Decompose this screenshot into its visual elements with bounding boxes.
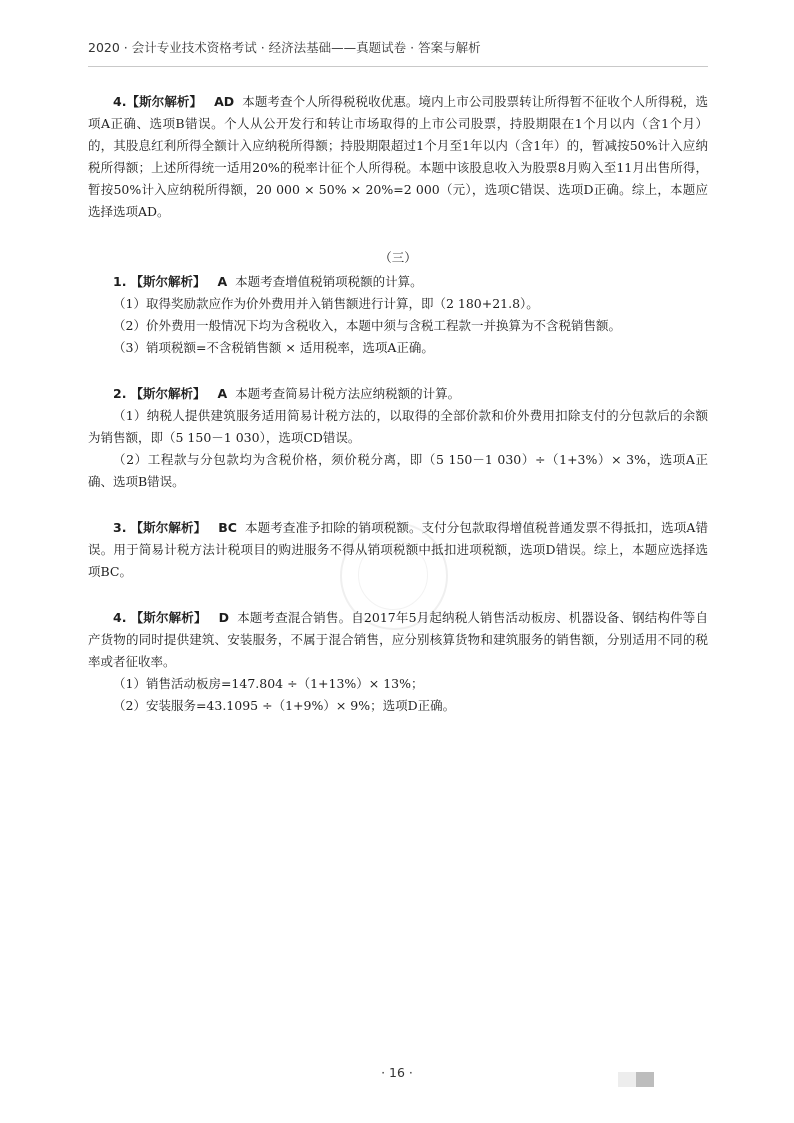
analysis-point: （1）销售活动板房=147.804 ÷（1+13%）× 13%； xyxy=(113,676,424,691)
document-body xyxy=(88,91,708,741)
question-paragraph xyxy=(88,91,708,223)
answer-key: BC xyxy=(218,520,237,535)
question-number: 4. xyxy=(113,94,127,109)
analysis-tag: 【斯尔解析】 xyxy=(130,274,206,289)
question-block-3-2 xyxy=(88,383,708,493)
corner-mark-dark xyxy=(636,1072,654,1087)
analysis-point: （1）取得奖励款应作为价外费用并入销售额进行计算，即（2 180+21.8）。 xyxy=(113,296,539,311)
analysis-point: （2）价外费用一般情况下均为含税收入，本题中须与含税工程款一并换算为不含税销售额。 xyxy=(113,318,621,333)
answer-key: D xyxy=(218,610,230,625)
analysis-point: （2）工程款与分包款均为含税价格，须价税分离，即（5 150－1 030）÷（1+3%）× 3%，选项A正确、选项B错误。 xyxy=(88,452,708,489)
analysis-text: 本题考查简易计税方法应纳税额的计算。 xyxy=(235,386,461,401)
page-number: · 16 · xyxy=(381,1065,413,1080)
question-block-3-4 xyxy=(88,607,708,717)
running-header: 2020 · 会计专业技术资格考试 · 经济法基础——真题试卷 · 答案与解析 xyxy=(88,40,481,55)
answer-key: A xyxy=(217,274,228,289)
analysis-point: （1）纳税人提供建筑服务适用简易计税方法的，以取得的全部价款和价外费用扣除支付的分包款后的余额为销售额，即（5 150－1 030），选项CD错误。 xyxy=(88,408,708,445)
analysis-point: （3）销项税额=不含税销售额 × 适用税率，选项A正确。 xyxy=(113,340,434,355)
analysis-text: 本题考查增值税销项税额的计算。 xyxy=(235,274,423,289)
question-number: 2. xyxy=(113,386,127,401)
analysis-tag: 【斯尔解析】 xyxy=(126,94,203,109)
section-title: （三） xyxy=(379,250,417,265)
question-number: 1. xyxy=(113,274,127,289)
analysis-tag: 【斯尔解析】 xyxy=(130,386,206,401)
answer-key: AD xyxy=(214,94,235,109)
answer-key: A xyxy=(217,386,228,401)
corner-mark-light xyxy=(618,1072,636,1087)
question-paragraph xyxy=(88,517,708,583)
header-divider xyxy=(88,66,708,67)
analysis-text: 本题考查个人所得税税收优惠。境内上市公司股票转让所得暂不征收个人所得税，选项A正确、选项B错误。个人从公开发行和转让市场取得的上市公司股票，持股期限在1个月以内（含1个月）的，其股息红利所得全额计入应纳税所得额；持股期限超过1个月至1年以内（含1年）的，暂减按50%计入应纳税所得额；上述所得统一适用20%的税率计征个人所得税。本题中该股息收入为股票8月购入至11月出售所得，暂按50%计入应纳税所得额，20 000 × 50% × 20%=2 000（元），选项C错误、选项D正确。综上，本题应选择选项AD。 xyxy=(88,94,708,219)
analysis-tag: 【斯尔解析】 xyxy=(130,520,207,535)
analysis-text: 本题考查混合销售。自2017年5月起纳税人销售活动板房、机器设备、钢结构件等自产货物的同时提供建筑、安装服务，不属于混合销售，应分别核算货物和建筑服务的销售额，分别适用不同的税率或者征收率。 xyxy=(88,610,708,669)
question-block-3-1 xyxy=(88,271,708,359)
question-paragraph xyxy=(88,271,708,293)
analysis-tag: 【斯尔解析】 xyxy=(130,610,207,625)
question-number: 3. xyxy=(113,520,127,535)
question-paragraph xyxy=(88,607,708,673)
analysis-point: （2）安装服务=43.1095 ÷（1+9%）× 9%；选项D正确。 xyxy=(113,698,456,713)
analysis-text: 本题考查准予扣除的销项税额。支付分包款取得增值税普通发票不得抵扣，选项A错误。用于简易计税方法计税项目的购进服务不得从销项税额中抵扣进项税额，选项D错误。综上，本题应选择选项BC。 xyxy=(88,520,708,579)
question-block-3-3 xyxy=(88,517,708,583)
question-block-a4 xyxy=(88,91,708,223)
question-number: 4. xyxy=(113,610,127,625)
question-paragraph xyxy=(88,383,708,405)
